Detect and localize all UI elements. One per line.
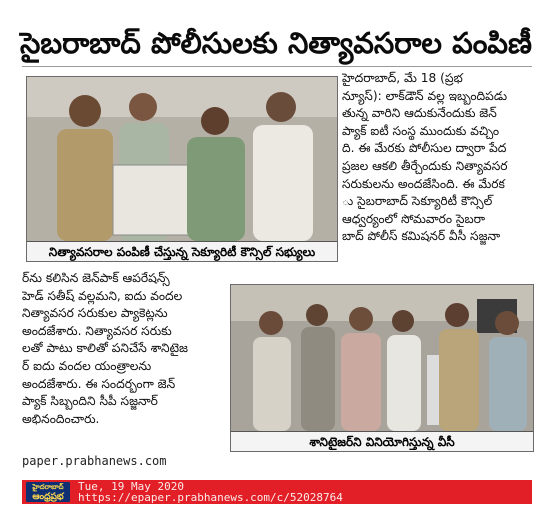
body-line: తున్న వారిని ఆదుకునేందుకు జెన్ <box>342 106 497 121</box>
body-line: ు సైబరాబాద్ సెక్యూరిటీ కౌన్సిల్ <box>342 194 493 209</box>
body-line: అందజేశారు. నిత్యావసర సరుకు <box>22 323 172 338</box>
footer-bar <box>22 480 532 504</box>
photo-sanitizer <box>230 284 534 452</box>
photo-distribution-caption: నిత్యావసరాల పంపిణీ చేస్తున్న సెక్యూరిటీ కౌన్సిల్ సభ్యులు <box>27 241 337 262</box>
body-line: నిత్యావసర సరుకుల ప్యాకెట్లను <box>22 306 168 321</box>
body-line: ర్ ఐదు వందల యంత్రాలను <box>22 358 152 373</box>
footer-link[interactable]: https://epaper.prabhanews.com/c/52028764 <box>78 491 343 504</box>
body-line: సరుకులను అందజేసింది. ఈ మేరక <box>342 176 505 191</box>
body-line: ది. ఈ మేరకు పోలీసుల ద్వారా పేద <box>342 141 507 156</box>
photo-distribution-image <box>27 77 337 241</box>
body-line: ప్యాక్ ఐటీ సంస్థ ముందుకు వచ్చిం <box>342 123 499 138</box>
body-line: లతో పాటు కాలితో పనిచేసే శానిటైజ <box>22 341 188 356</box>
footer-date: Tue, 19 May 2020 <box>78 480 184 493</box>
photo-sanitizer-caption: శానిటైజర్‌ని వినియోగిస్తున్న వీసీ <box>231 431 533 452</box>
body-line: ర్‌ను కలిసిన జెన్‌పాక్ ఆపరేషన్స్ <box>22 271 170 285</box>
photo-sanitizer-image <box>231 285 533 431</box>
body-line: అందజేశారు. ఈ సందర్భంగా జెన్ <box>22 376 176 391</box>
logo-top-text: హైదరాబాద్ <box>32 483 64 491</box>
body-line: హెడ్ సతీష్ వల్లమని, ఐదు వందల <box>22 288 183 303</box>
article-body-right <box>342 70 530 246</box>
logo-bottom-text: ఆంధ్రప్రభ <box>32 492 64 502</box>
article-headline: సైబరాబాద్ పోలీసులకు నిత్యావసరాల పంపిణీ <box>20 26 532 60</box>
body-line: ఆధ్వర్యంలో సోమవారం సైబరా <box>342 211 486 226</box>
footer-text-block <box>78 481 343 503</box>
article-body-left <box>22 270 222 428</box>
body-line: హైదరాబాద్, మే 18 (ప్రభ <box>342 71 463 85</box>
body-line: ప్యాక్ సిబ్బందిని సీపీ సజ్జనార్ <box>22 394 158 409</box>
body-line: న్యూస్): లాక్‌డౌన్ వల్ల ఇబ్బందిపడు <box>342 88 508 103</box>
photo-distribution <box>26 76 338 262</box>
body-line: బాద్ పోలీస్ కమిషనర్ వీసీ సజ్జనా <box>342 229 501 244</box>
body-line: ప్రజల ఆకలి తీర్చేందుకు నిత్యావసర <box>342 158 508 173</box>
body-line: అభినందించారు. <box>22 411 100 426</box>
source-url[interactable]: paper.prabhanews.com <box>22 454 167 468</box>
headline-rule <box>22 66 532 67</box>
prabha-logo <box>26 482 70 502</box>
